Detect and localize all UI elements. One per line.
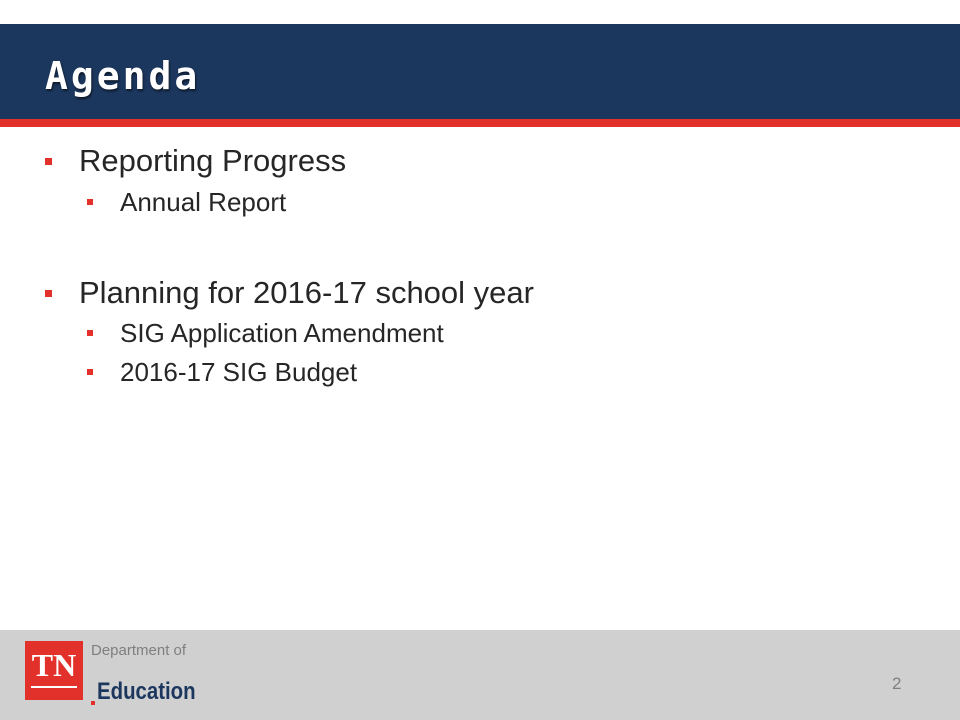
square-bullet-icon: [87, 369, 93, 375]
agenda-subitem-label: Annual Report: [120, 187, 287, 217]
logo-department-text: Department of: [91, 642, 187, 659]
tn-logo-rule: [31, 686, 77, 688]
logo-dot: [91, 701, 95, 705]
agenda-item: [45, 143, 346, 179]
agenda-subitem-label: 2016-17 SIG Budget: [120, 357, 358, 387]
agenda-subitem: [87, 356, 357, 388]
slide-title: Agenda: [45, 54, 201, 98]
accent-stripe: [0, 119, 960, 127]
tn-logo-text: TN: [31, 647, 77, 683]
square-bullet-icon: [45, 158, 52, 165]
square-bullet-icon: [87, 199, 93, 205]
agenda-subitem-label: SIG Application Amendment: [120, 318, 444, 348]
logo-education-text: Education: [97, 678, 196, 705]
agenda-subitem: [87, 186, 286, 218]
square-bullet-icon: [45, 290, 52, 297]
agenda-item-label: Reporting Progress: [79, 143, 347, 178]
agenda-item-label: Planning for 2016-17 school year: [79, 275, 534, 310]
page-number: 2: [892, 674, 902, 693]
square-bullet-icon: [87, 330, 93, 336]
agenda-subitem: [87, 317, 444, 349]
agenda-item: [45, 275, 534, 311]
tn-logo-mark: [25, 641, 83, 700]
